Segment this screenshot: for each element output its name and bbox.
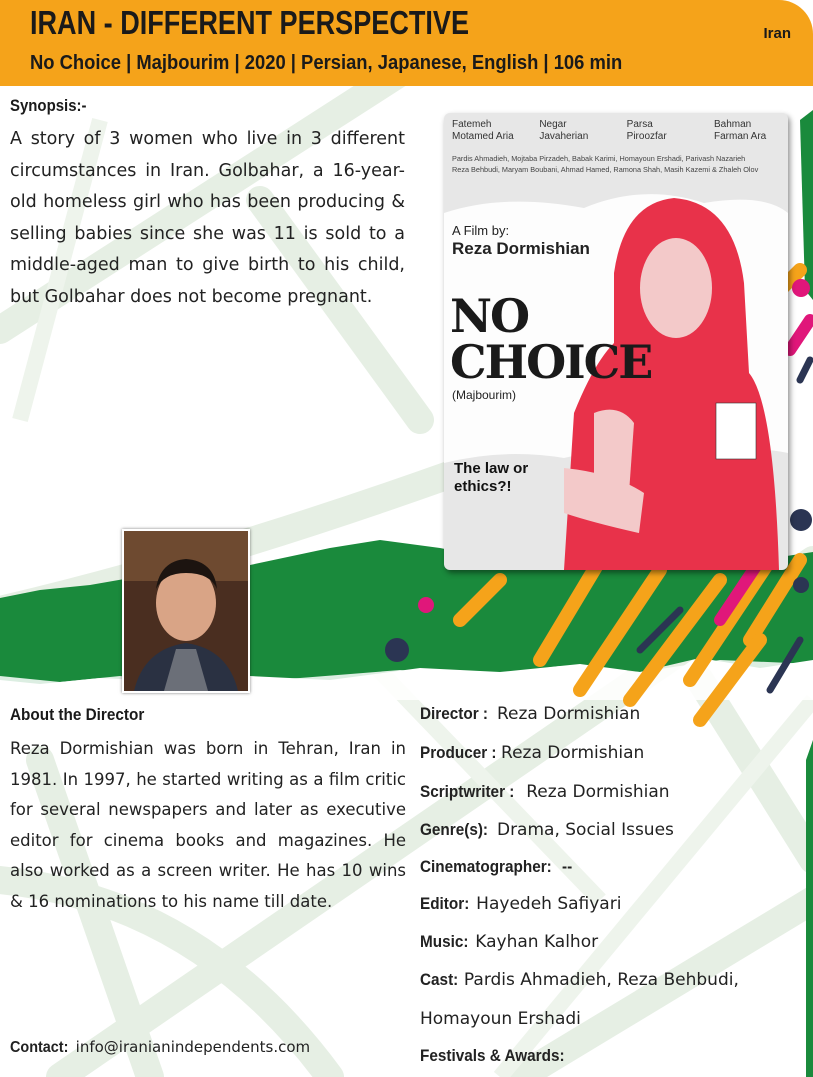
editor-label: Editor: (420, 894, 470, 913)
scriptwriter-value: Reza Dormishian (520, 782, 670, 802)
contact-line (10, 1038, 310, 1057)
director-label: Director : (420, 704, 489, 723)
about-director-heading: About the Director (10, 705, 145, 724)
cast-row-continued (420, 1009, 581, 1029)
poster-credits-line: Pardis Ahmadieh, Mojtaba Pirzadeh, Babak Karimi, Homayoun Ershadi, Parivash Nazarieh (452, 154, 746, 163)
contact-label: Contact: (10, 1039, 69, 1056)
editor-value: Hayedeh Safiyari (470, 894, 622, 914)
poster-tagline: The law or ethics?! (454, 460, 529, 495)
poster-cast-name: Negar Javaherian (539, 119, 589, 142)
producer-value: Reza Dormishian (501, 743, 645, 763)
poster-cast-name: Bahman Farman Ara (713, 119, 767, 142)
poster-cast-name: Parsa Piroozfar (626, 119, 667, 142)
poster-alt-title: (Majbourim) (452, 388, 517, 402)
genre-label: Genre(s): (420, 820, 489, 839)
poster-cast (452, 119, 782, 143)
synopsis-heading: Synopsis:- (10, 96, 87, 115)
scriptwriter-row (420, 782, 670, 802)
cinematographer-label: Cinematographer: (420, 857, 552, 876)
scriptwriter-label: Scriptwriter : (420, 782, 515, 801)
music-label: Music: (420, 932, 469, 951)
cast-value: Pardis Ahmadieh, Reza Behbudi, (458, 970, 739, 990)
cinematographer-value: -- (562, 857, 573, 876)
genre-row (420, 820, 674, 840)
synopsis-text: A story of 3 women who live in 3 different circumstances in Iran. Golbahar, a 16-year-old homeless girl who has been producing & selling babies since she was 11 is sold to a middle-aged man to give birth to his child, but Golbahar does not become pregnant. (10, 129, 405, 307)
cast-label: Cast: (420, 970, 459, 989)
director-photo (122, 529, 250, 693)
producer-label: Producer : (420, 743, 497, 762)
country-label: Iran (763, 25, 791, 42)
page-title: IRAN - DIFFERENT PERSPECTIVE (30, 4, 470, 41)
festivals-row (420, 1046, 577, 1066)
poster-cast-name: Fatemeh Motamed Aria (452, 119, 514, 142)
director-value: Reza Dormishian (491, 704, 641, 724)
cinematographer-row (420, 857, 573, 877)
about-director-text: Reza Dormishian was born in Tehran, Iran in 1981. In 1997, he started writing as a film critic for several newspapers and later as executive editor for cinema books and magazines. He also worked as a screen writer. He has 10 wins & 16 nominations to his name till date. (10, 739, 406, 911)
poster-credits (452, 153, 782, 175)
cast-row (420, 970, 739, 990)
contact-email[interactable]: info@iranianindependents.com (70, 1038, 311, 1056)
producer-row (420, 743, 644, 763)
poster-director: Reza Dormishian (452, 239, 590, 258)
cast-value-continued: Homayoun Ershadi (420, 1009, 581, 1029)
poster-title: NO CHOICE (450, 289, 652, 389)
editor-row (420, 894, 621, 914)
music-row (420, 932, 598, 952)
header-banner (0, 0, 813, 86)
director-row (420, 704, 640, 724)
poster-credits-line: Reza Behbudi, Maryam Boubani, Ahmad Hamed, Ramona Shah, Masih Kazemi & Zhaleh Olov (452, 165, 759, 174)
film-poster (444, 113, 788, 570)
genre-value: Drama, Social Issues (491, 820, 674, 840)
festivals-label: Festivals & Awards: (420, 1046, 565, 1065)
director-portrait (124, 531, 248, 691)
film-subtitle: No Choice | Majbourim | 2020 | Persian, Japanese, English | 106 min (30, 52, 623, 74)
poster-a-film-by: A Film by: (452, 223, 510, 238)
music-value: Kayhan Kalhor (469, 932, 599, 952)
